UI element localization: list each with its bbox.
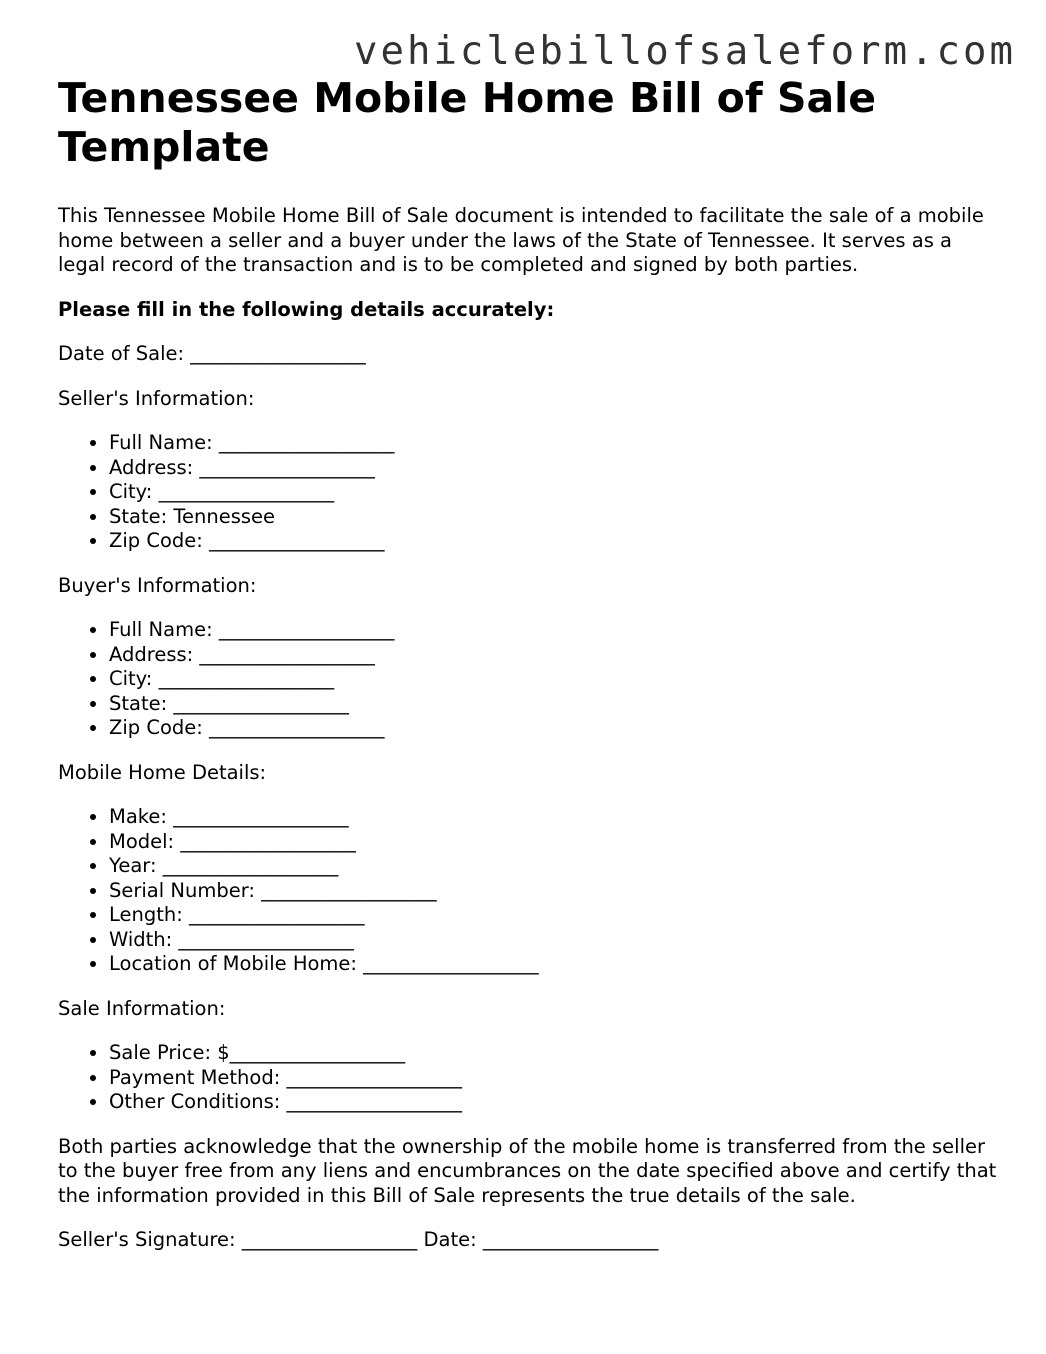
home-details-heading: Mobile Home Details: [58,760,267,784]
seller-state-field: • State: Tennessee [109,505,998,530]
sale-price-field: • Sale Price: $__________________ [109,1041,998,1066]
buyer-city-field: • City: __________________ [109,667,998,692]
sale-info-list [58,1041,998,1115]
site-watermark: vehiclebillofsaleform.com [354,29,1016,74]
seller-info-list [58,431,998,554]
home-serial-number-field: • Serial Number: __________________ [109,879,998,904]
buyer-address-field: • Address: __________________ [109,643,998,668]
seller-city-field: • City: __________________ [109,480,998,505]
date-of-sale-field: Date of Sale: __________________ [58,342,366,365]
intro-paragraph: This Tennessee Mobile Home Bill of Sale document is intended to facilitate the sale of a mobile home between a seller and a buyer under the laws of the State of Tennessee. It serves as a legal record of the transaction and is to be completed and signed by both parties. [58,204,984,276]
other-conditions-field: • Other Conditions: __________________ [109,1090,998,1115]
buyer-info-list [58,618,998,741]
buyer-info-heading: Buyer's Information: [58,573,257,597]
buyer-full-name-field: • Full Name: __________________ [109,618,998,643]
payment-method-field: • Payment Method: __________________ [109,1066,998,1091]
seller-signature-line: Seller's Signature: __________________ Date: __________________ [58,1228,659,1251]
home-width-field: • Width: __________________ [109,928,998,953]
acknowledgment-paragraph: Both parties acknowledge that the ownership of the mobile home is transferred from the seller to the buyer free from any liens and encumbrances on the date specified above and certify that the information provided in this Bill of Sale represents the true details of the sale. [58,1134,997,1207]
fill-instruction: Please fill in the following details accurately: [58,297,555,321]
bill-of-sale-document [58,74,998,1253]
seller-info-heading: Seller's Information: [58,386,255,410]
buyer-zip-field: • Zip Code: __________________ [109,716,998,741]
buyer-state-field: • State: __________________ [109,692,998,717]
home-make-field: • Make: __________________ [109,805,998,830]
seller-address-field: • Address: __________________ [109,456,998,481]
seller-full-name-field: • Full Name: __________________ [109,431,998,456]
home-year-field: • Year: __________________ [109,854,998,879]
sale-info-heading: Sale Information: [58,996,226,1020]
home-details-list [58,805,998,977]
home-model-field: • Model: __________________ [109,830,998,855]
document-title: Tennessee Mobile Home Bill of Sale Template [58,74,877,171]
seller-zip-field: • Zip Code: __________________ [109,529,998,554]
home-location-field: • Location of Mobile Home: __________________ [109,952,998,977]
home-length-field: • Length: __________________ [109,903,998,928]
